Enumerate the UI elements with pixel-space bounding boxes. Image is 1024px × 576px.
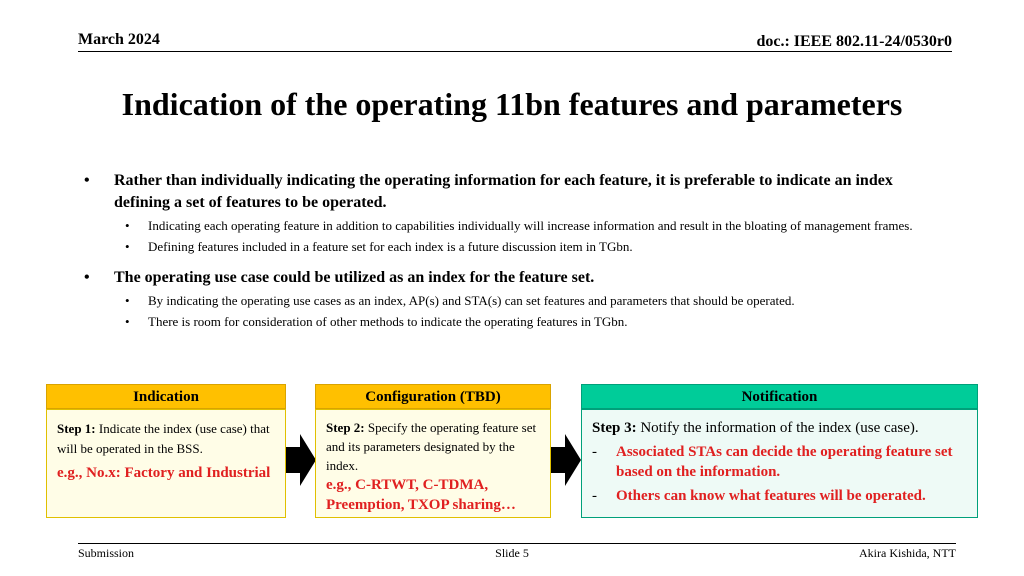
notification-item-2-text: Others can know what features will be operated. [616, 488, 926, 504]
footer-slide-number: Slide 5 [495, 546, 529, 560]
sub-bullet-2-1-text: By indicating the operating use cases as an index, AP(s) and STA(s) can set features and parameters that should be operated. [148, 293, 795, 308]
sub-bullet-1-2 [84, 238, 944, 256]
header-date: March 2024 [78, 31, 160, 48]
indication-box-body [46, 409, 286, 518]
bullet-dot-icon: • [84, 172, 90, 189]
configuration-box-header: Configuration (TBD) [315, 384, 551, 409]
configuration-example: e.g., C-RTWT, C-TDMA, Preemption, TXOP sharing… [326, 477, 516, 513]
header-rule [78, 51, 952, 52]
slide-title: Indication of the operating 11bn features and parameters [121, 86, 903, 122]
sub-bullet-1-1 [84, 217, 944, 235]
dash-icon: - [592, 444, 597, 460]
sub-bullet-2-2-text: There is room for consideration of other methods to indicate the operating features in TGbn. [148, 314, 628, 329]
bullet-1 [84, 170, 944, 214]
notification-item-1-text: Associated STAs can decide the operating feature set based on the information. [616, 444, 953, 480]
bullet-dot-icon: • [125, 218, 130, 233]
notification-box-body [581, 409, 978, 518]
sub-bullet-2-1 [84, 292, 944, 310]
indication-example: e.g., No.x: Factory and Industrial [57, 465, 271, 481]
bullet-1-text: Rather than individually indicating the operating information for each feature, it is preferable to indicate an index defining a set of features to be operated. [114, 172, 893, 211]
indication-step-label: Step 1: [57, 421, 96, 436]
arrow-right-icon [551, 434, 581, 486]
bullet-dot-icon: • [84, 269, 90, 286]
sub-bullet-1-2-text: Defining features included in a feature set for each index is a future discussion item in TGbn. [148, 239, 633, 254]
notification-item-1 [592, 442, 967, 482]
bullet-dot-icon: • [125, 314, 130, 329]
bullet-2-text: The operating use case could be utilized as an index for the feature set. [114, 269, 595, 286]
notification-step-label: Step 3: [592, 420, 637, 436]
notification-box-header: Notification [581, 384, 978, 409]
bullet-2 [84, 267, 944, 289]
indication-step-text: Indicate the index (use case) that will be operated in the BSS. [57, 421, 270, 456]
bullet-dot-icon: • [125, 239, 130, 254]
configuration-box-body [315, 409, 551, 518]
sub-bullet-1-1-text: Indicating each operating feature in addition to capabilities individually will increase information and result in the bloating of management frames. [148, 218, 913, 233]
header-doc-id: doc.: IEEE 802.11-24/0530r0 [756, 33, 952, 50]
arrow-right-icon [286, 434, 316, 486]
indication-box-header: Indication [46, 384, 286, 409]
bullet-dot-icon: • [125, 293, 130, 308]
footer-author: Akira Kishida, NTT [859, 546, 956, 560]
footer-submission: Submission [78, 546, 135, 560]
configuration-step-text: Specify the operating feature set and its parameters designated by the index. [326, 420, 537, 473]
footer-rule [78, 543, 956, 544]
configuration-step-label: Step 2: [326, 420, 365, 435]
notification-item-2 [592, 486, 967, 506]
sub-bullet-2-2 [84, 313, 944, 331]
notification-step-text: Notify the information of the index (use case). [636, 420, 919, 436]
dash-icon: - [592, 488, 597, 504]
bullet-list [84, 170, 944, 331]
